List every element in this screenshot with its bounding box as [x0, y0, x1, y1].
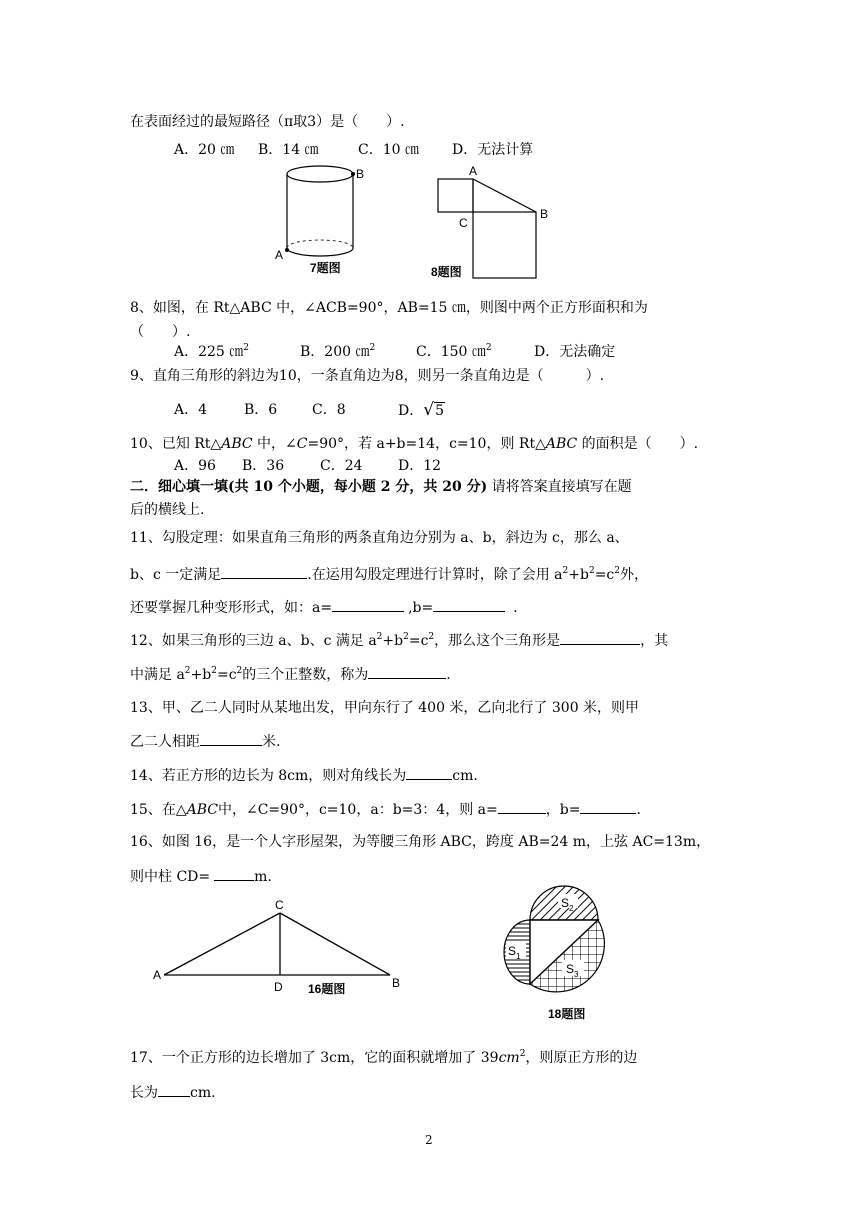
figure-7-cylinder [270, 160, 380, 285]
page-number: 2 [425, 1133, 433, 1147]
q7-option-b: B．14 ㎝ [258, 142, 319, 158]
q7-option-a: A．20 ㎝ [174, 142, 235, 158]
q15-blank-a[interactable] [498, 799, 546, 814]
q8-option-a: A．225 ㎝$^2$ [174, 343, 250, 360]
figure-16-roof-truss [150, 895, 410, 1000]
section-2-heading: 二．细心填一填(共 10 个小题，每小题 2 分，共 20 分) 请将答案直接填写在题 [130, 479, 632, 495]
fig18-s3-sub: 3 [574, 970, 579, 979]
q10-option-a: A．96 [174, 458, 216, 474]
q16-line2: 则中柱 CD= m. [130, 866, 272, 887]
q16-line1: 16、如图 16，是一个人字形屋架，为等腰三角形 ABC，跨度 AB=24 m，上弦 AC=13m， [130, 834, 711, 850]
fig8-label-c: C [459, 216, 468, 230]
fig16-caption: 16题图 [308, 982, 346, 996]
q9-option-b: B．6 [244, 402, 278, 418]
q15-blank-b[interactable] [580, 799, 636, 814]
q11-line2: b、c 一定满足 .在运用勾股定理进行计算时，除了会用 $a^2+b^2=c^2$外， [130, 566, 648, 583]
fig8-label-b: B [540, 207, 549, 221]
q13-blank[interactable] [200, 731, 262, 746]
fig18-s1: S [508, 944, 517, 958]
fig18-caption: 18题图 [548, 1007, 586, 1021]
fig16-label-c: C [275, 898, 284, 912]
q11-blank-3[interactable] [433, 597, 505, 612]
q11-line3: 还要掌握几种变形形式，如：a= ,b= . [130, 597, 518, 618]
q10-option-c: C．24 [320, 458, 363, 474]
q9-option-a: A．4 [174, 402, 208, 418]
fig18-s1-sub: 1 [516, 952, 521, 961]
q10-option-b: B．36 [242, 458, 285, 474]
fig7-label-a: A [275, 248, 284, 262]
q8-line1: 8、如图，在 Rt△ABC 中，∠ACB=90°，AB=15 ㎝，则图中两个正方形面积和为 [130, 300, 648, 316]
q14-line: 14、若正方形的边长为 8cm，则对角线长为 cm. [130, 765, 478, 786]
q9-line1: 9、直角三角形的斜边为10，一条直角边为8，则另一条直角边是（ ）. [130, 368, 605, 384]
q11-line1: 11、勾股定理：如果直角三角形的两条直角边分别为 a、b，斜边为 c，那么 a、 [130, 530, 629, 546]
fig16-label-a: A [153, 968, 162, 982]
q12-blank-1[interactable] [560, 630, 640, 645]
q8-line2: （ ）. [130, 324, 191, 340]
q11-blank-2[interactable] [332, 597, 404, 612]
q8-option-d: D．无法确定 [534, 344, 616, 360]
q10-option-d: D．12 [398, 458, 442, 474]
q14-blank[interactable] [406, 765, 452, 780]
q11-blank-1[interactable] [221, 564, 307, 579]
q7-option-c: C．10 ㎝ [358, 142, 419, 158]
section-2-heading-line2: 后的横线上. [130, 502, 205, 518]
q13-line2: 乙二人相距 米. [130, 731, 280, 752]
q17-line1: 17、一个正方形的边长增加了 3cm，它的面积就增加了 $39cm^2$，则原正方形的边 [130, 1049, 638, 1066]
fig8-caption: 8题图 [431, 265, 462, 279]
q15-line: 15、在△ABC中，∠C=90°，c=10，a：b=3：4，则 a= ，b= . [130, 799, 641, 820]
fig7-label-b: B [356, 167, 365, 181]
q12-blank-2[interactable] [368, 664, 446, 679]
q8-option-c: C．150 ㎝$^2$ [416, 343, 492, 360]
fig8-label-a: A [469, 164, 478, 178]
q16-blank[interactable] [214, 866, 254, 881]
q13-line1: 13、甲、乙二人同时从某地出发，甲向东行了 400 米，乙向北行了 300 米，则甲 [130, 700, 640, 716]
fig16-label-b: B [392, 976, 401, 990]
q9-option-c: C．8 [312, 402, 346, 418]
q8-option-b: B．200 ㎝$^2$ [300, 343, 376, 360]
q12-line1: 12、如果三角形的三边 a、b、c 满足 $a^2+b^2=c^2$，那么这个三角形是 ，其 [130, 632, 669, 649]
fig18-s3: S [566, 962, 575, 976]
figure-18-semicircles [492, 874, 632, 1022]
fig16-label-d: D [274, 980, 283, 994]
q7-option-d: D．无法计算 [452, 142, 534, 158]
q17-line2: 长为 cm. [130, 1082, 216, 1103]
fig7-caption: 7题图 [310, 261, 341, 275]
fig18-s2: S [561, 896, 570, 910]
fig18-s2-sub: 2 [569, 904, 574, 913]
q7-stem-tail: 在表面经过的最短路径（π取3）是（ ）. [130, 114, 405, 130]
q10-line1: 10、已知 Rt△ABC 中，∠C=90°，若 a+b=14，c=10，则 Rt△ABC 的面积是（ ）. [130, 436, 699, 452]
q17-blank[interactable] [158, 1082, 190, 1097]
q12-line2: 中满足 $a^2+b^2=c^2$的三个正整数，称为 . [130, 666, 451, 683]
figure-8-squares [425, 162, 555, 284]
q9-option-d: D．√5 [398, 400, 444, 420]
